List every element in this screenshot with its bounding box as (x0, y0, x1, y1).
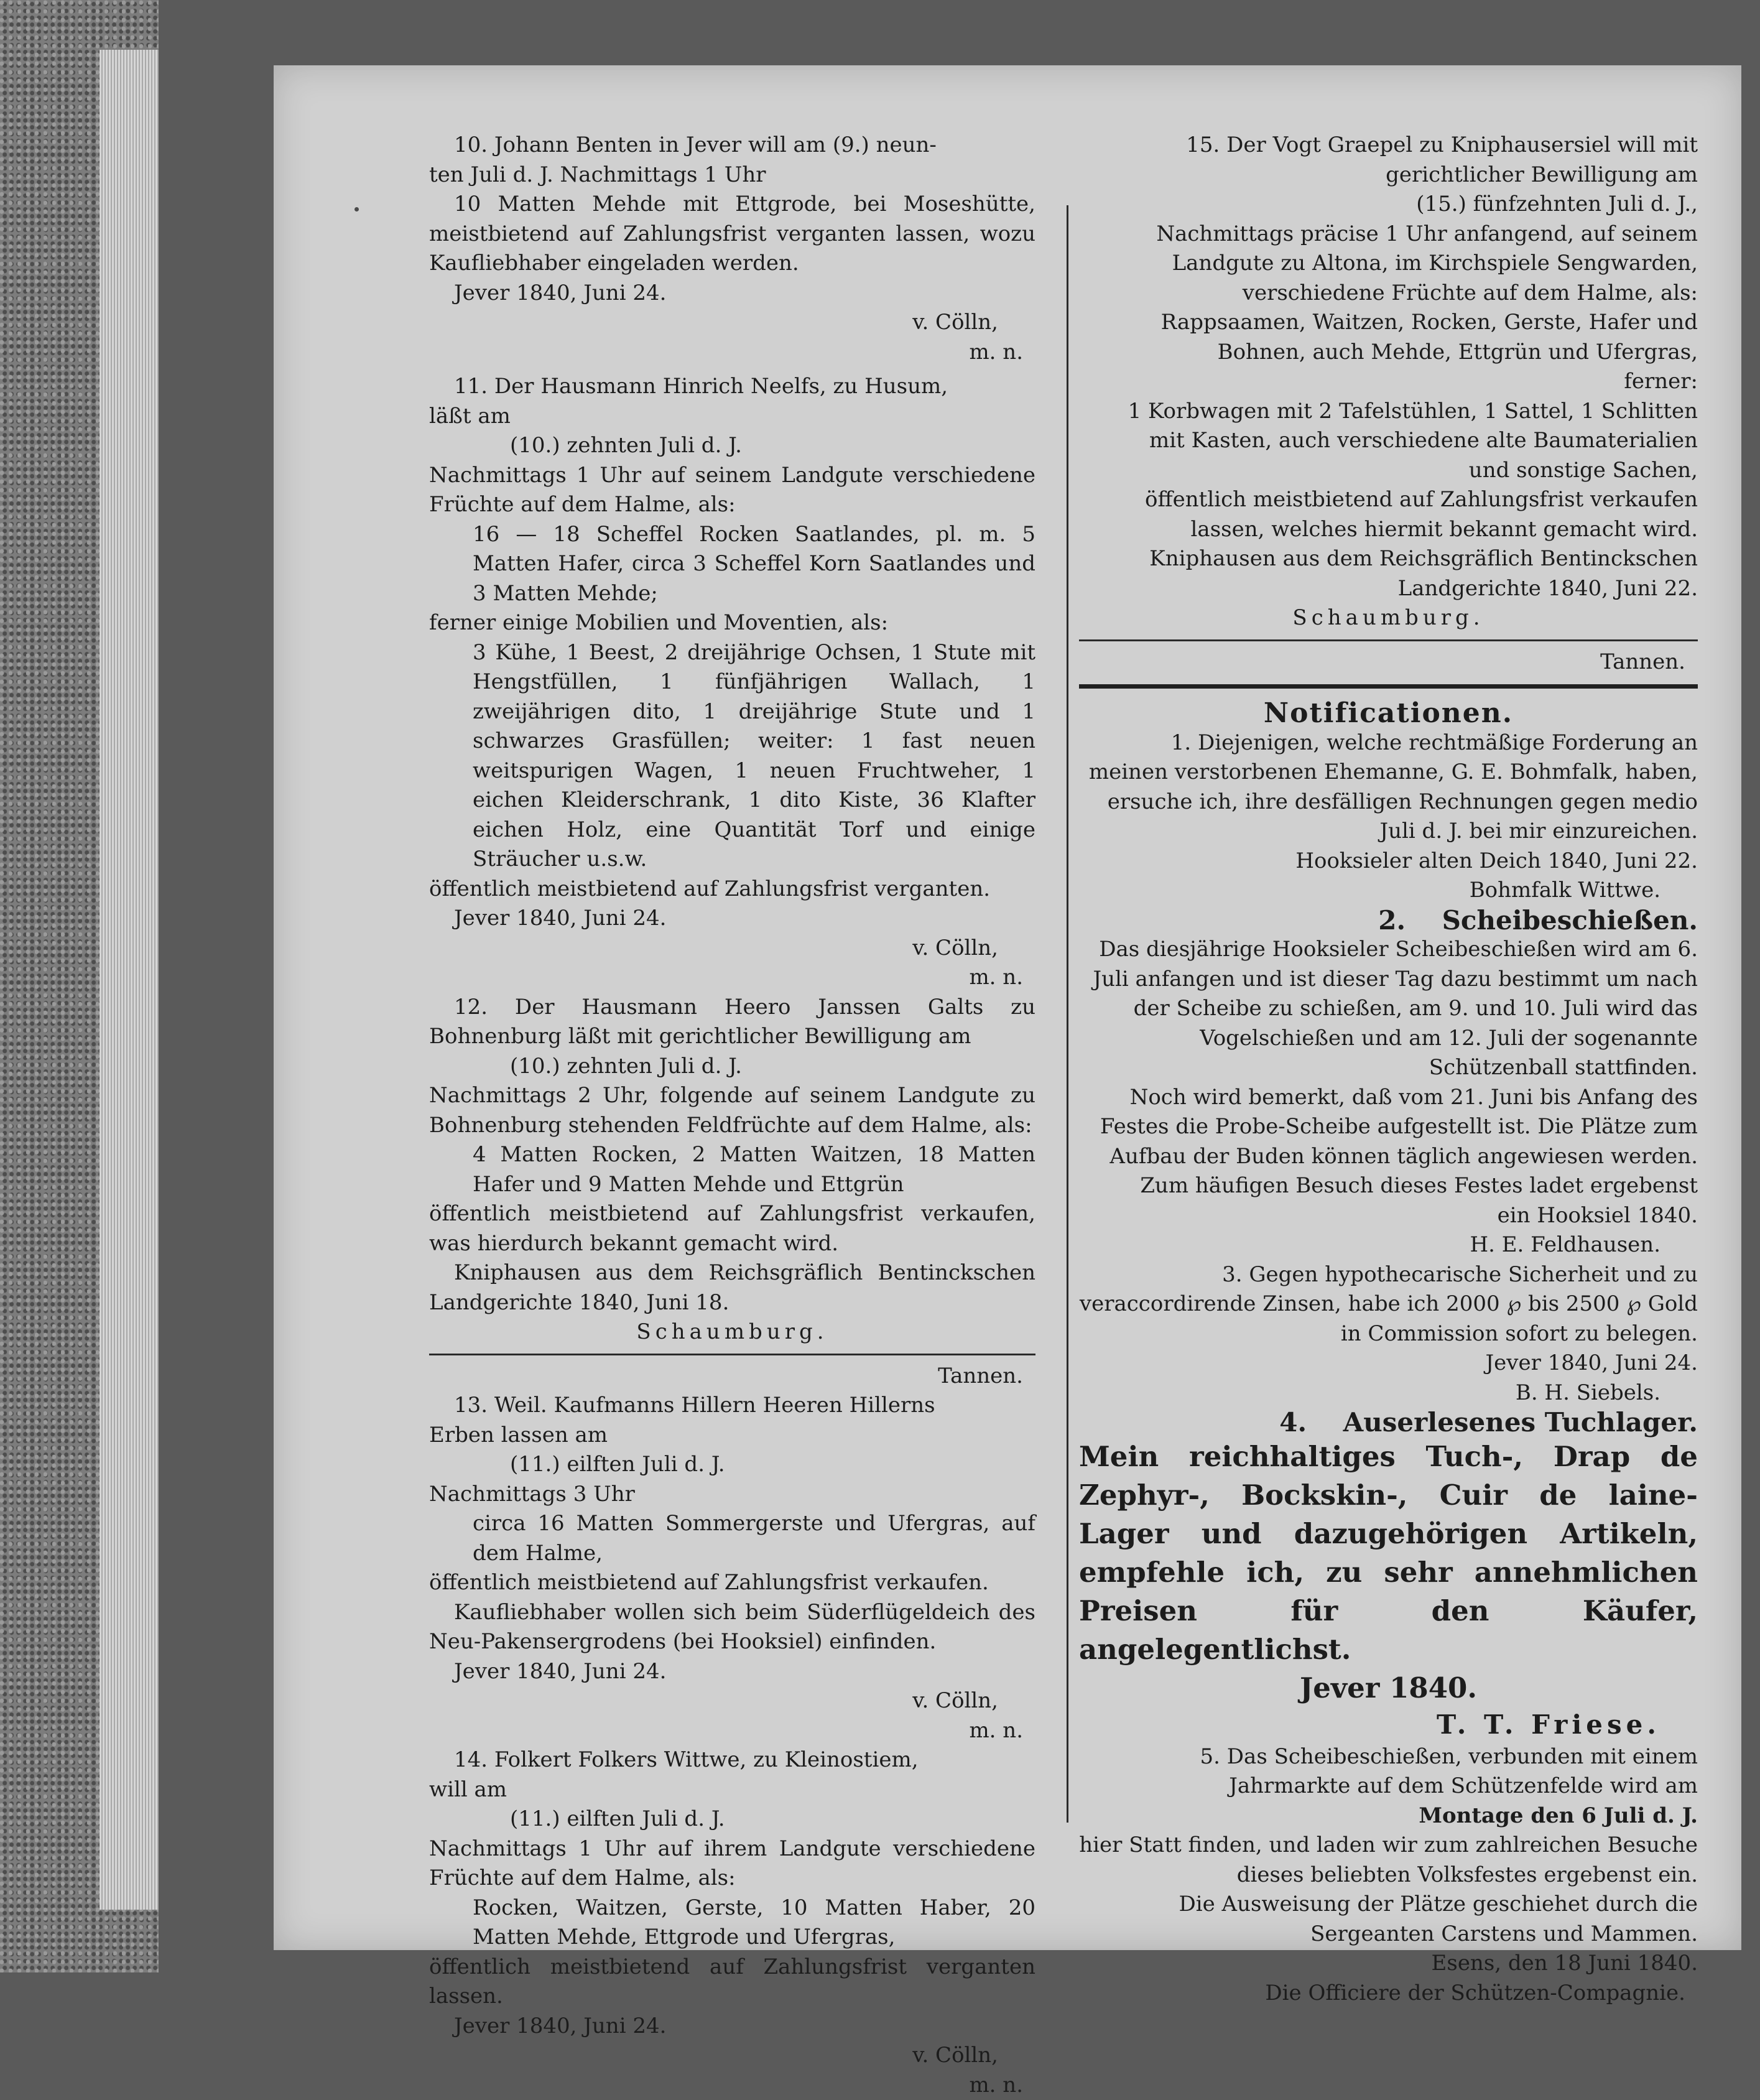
notice-11-end: öffentlich meistbietend auf Zahlungsfrist verganten. (429, 875, 1035, 904)
notice-14-signature: v. Cölln, (429, 2041, 1035, 2071)
notice-13-note: Kaufliebhaber wollen sich beim Süderflügeldeich des Neu-Pakensergrodens (bei Hooksiel) einfinden. (429, 1598, 1035, 1657)
notice-12-body2: Nachmittags 2 Uhr, folgende auf seinem Landgute zu Bohnenburg stehenden Feldfrüchte auf dem Halme, als: (429, 1081, 1035, 1140)
notice-10-body: 10 Matten Mehde mit Ettgrode, bei Moseshütte, meistbietend auf Zahlungsfrist verganten lassen, wozu Kaufliebhaber eingeladen werden. (429, 190, 1035, 279)
notice-13-mn: m. n. (429, 1716, 1035, 1746)
notification-5-note: Die Ausweisung der Plätze geschiehet durch die Sergeanten Carstens und Mammen. (1079, 1890, 1698, 1949)
notice-15-ferner: ferner: (1079, 367, 1698, 397)
notice-11-ferner: ferner einige Mobilien und Moventien, als: (429, 608, 1035, 638)
notification-5-signature: Die Officiere der Schützen-Compagnie. (1079, 1979, 1698, 2009)
notice-15-body: 15. Der Vogt Graepel zu Kniphausersiel will mit gerichtlicher Bewilligung am (1079, 131, 1698, 190)
notice-14-items: Rocken, Waitzen, Gerste, 10 Matten Haber, 20 Matten Mehde, Ettgrode und Ufergras, (429, 1893, 1035, 1953)
notification-3-signature: B. H. Siebels. (1079, 1378, 1698, 1408)
notice-13-end: öffentlich meistbietend auf Zahlungsfrist verkaufen. (429, 1568, 1035, 1598)
notification-2-note: Noch wird bemerkt, daß vom 21. Juni bis Anfang des Festes die Probe-Scheibe aufgestellt ist. Die Plätze zum Aufbau der Buden können täglich angewiesen werden. (1079, 1083, 1698, 1172)
rule (429, 1354, 1035, 1355)
notification-1-date: Hooksieler alten Deich 1840, Juni 22. (1079, 847, 1698, 876)
notice-13-date: Jever 1840, Juni 24. (429, 1657, 1035, 1687)
notice-14-body: Nachmittags 1 Uhr auf ihrem Landgute verschiedene Früchte auf dem Halme, als: (429, 1834, 1035, 1893)
margin-dot (354, 207, 359, 211)
notice-13-line1: 13. Weil. Kaufmanns Hillern Heeren Hillerns (429, 1391, 1035, 1421)
notification-1-signature: Bohmfalk Wittwe. (1079, 876, 1698, 906)
notification-5-date-line: Montage den 6 Juli d. J. (1079, 1801, 1698, 1831)
notice-11-date-line: (10.) zehnten Juli d. J. (429, 431, 1035, 461)
notice-13-line2: Erben lassen am (429, 1421, 1035, 1451)
notice-13-date-line: (11.) eilften Juli d. J. (429, 1450, 1035, 1480)
notification-5-date: Esens, den 18 Juni 1840. (1079, 1949, 1698, 1979)
notice-15-items: Rappsaamen, Waitzen, Rocken, Gerste, Hafer und Bohnen, auch Mehde, Ettgrün und Ufergras, (1079, 308, 1698, 367)
notice-11-body: Nachmittags 1 Uhr auf seinem Landgute verschiedene Früchte auf dem Halme, als: (429, 461, 1035, 520)
right-column (1079, 131, 1735, 2008)
left-column (429, 131, 1035, 2100)
notification-4-body: Mein reichhaltiges Tuch-, Drap de Zephyr-, Bockskin-, Cuir de laine-Lager und dazugehörigen Artikeln, empfehle ich, zu sehr annehmlichen Preisen für den Käufer, angelegentlichst. (1079, 1438, 1698, 1669)
column-divider (1067, 205, 1068, 1823)
notice-12-signature: Schaumburg. (429, 1317, 1035, 1347)
notice-13-time: Nachmittags 3 Uhr (429, 1480, 1035, 1510)
notice-11-items: 16 — 18 Scheffel Rocken Saatlandes, pl. m. 5 Matten Hafer, circa 3 Scheffel Korn Saatlandes und 3 Matten Mehde; (429, 520, 1035, 609)
notification-2-heading: 2. Scheibeschießen. (1079, 906, 1698, 936)
notification-2-invite: Zum häufigen Besuch dieses Festes ladet ergebenst ein Hooksiel 1840. (1079, 1171, 1698, 1230)
notice-13-signature: v. Cölln, (429, 1686, 1035, 1716)
notice-11-date: Jever 1840, Juni 24. (429, 904, 1035, 934)
notice-10-line2: ten Juli d. J. Nachmittags 1 Uhr (429, 160, 1035, 190)
notice-12-body: 12. Der Hausmann Heero Janssen Galts zu Bohnenburg läßt mit gerichtlicher Bewilligung am (429, 993, 1035, 1052)
notice-10-line1: 10. Johann Benten in Jever will am (9.) neun- (429, 131, 1035, 160)
page-edges (100, 50, 159, 1910)
notice-15-date-line: (15.) fünfzehnten Juli d. J., (1079, 190, 1698, 220)
notice-15-end: öffentlich meistbietend auf Zahlungsfrist verkaufen lassen, welches hiermit bekannt gemacht wird. (1079, 485, 1698, 544)
notice-11-line1: 11. Der Hausmann Hinrich Neelfs, zu Husum, (429, 372, 1035, 402)
notice-12-end: öffentlich meistbietend auf Zahlungsfrist verkaufen, was hierdurch bekannt gemacht wird. (429, 1199, 1035, 1258)
notice-12-place: Kniphausen aus dem Reichsgräflich Bentinckschen Landgerichte 1840, Juni 18. (429, 1258, 1035, 1317)
notice-14-mn: m. n. (429, 2071, 1035, 2100)
notification-5-body: 5. Das Scheibeschießen, verbunden mit einem Jahrmarkte auf dem Schützenfelde wird am (1079, 1742, 1698, 1801)
notice-15-place: Kniphausen aus dem Reichsgräflich Bentinckschen Landgerichte 1840, Juni 22. (1079, 544, 1698, 603)
notification-3-body: 3. Gegen hypothecarische Sicherheit und zu veraccordirende Zinsen, habe ich 2000 ℘ bis 2500 ℘ Gold in Commission sofort zu belegen. (1079, 1260, 1698, 1349)
notification-2-body: Das diesjährige Hooksieler Scheibeschießen wird am 6. Juli anfangen und ist dieser Tag dazu bestimmt um nach der Scheibe zu schießen, am 9. und 10. Juli wird das Vogelschießen und am 12. Juli der sogenannte Schützenball stattfinden. (1079, 935, 1698, 1083)
notification-4-date: Jever 1840. (1079, 1669, 1698, 1707)
notice-15-signature: Schaumburg. (1079, 603, 1698, 633)
section-rule (1079, 684, 1698, 689)
notice-14-line2: will am (429, 1775, 1035, 1805)
notice-14-date: Jever 1840, Juni 24. (429, 2012, 1035, 2042)
notice-13-items: circa 16 Matten Sommergerste und Ufergras, auf dem Halme, (429, 1509, 1035, 1568)
notice-10-mn: m. n. (429, 338, 1035, 368)
notice-14-date-line: (11.) eilften Juli d. J. (429, 1805, 1035, 1834)
notice-11-line2: läßt am (429, 402, 1035, 432)
notice-10-signature: v. Cölln, (429, 308, 1035, 338)
notice-12-date-line: (10.) zehnten Juli d. J. (429, 1052, 1035, 1082)
notice-11-items2: 3 Kühe, 1 Beest, 2 dreijährige Ochsen, 1 Stute mit Hengstfüllen, 1 fünfjährigen Wallach, 1 zweijährigen dito, 1 dreijährige Stute und 1 schwarzes Grasfüllen; weiter: 1 fast neuen weitspurigen Wagen, 1 neuen Fruchtweher, 1 eichen Kleiderschrank, 1 dito Kiste, 36 Klafter eichen Holz, eine Quantität Torf und einige Sträucher u.s.w. (429, 638, 1035, 875)
notification-5-body2: hier Statt finden, und laden wir zum zahlreichen Besuche dieses beliebten Volksfestes ergebenst ein. (1079, 1831, 1698, 1890)
notice-15-body2: Nachmittags präcise 1 Uhr anfangend, auf seinem Landgute zu Altona, im Kirchspiele Sengwarden, verschiedene Früchte auf dem Halme, als: (1079, 220, 1698, 309)
notifications-heading: Notificationen. (1079, 699, 1698, 728)
rule (1079, 639, 1698, 641)
notice-14-end: öffentlich meistbietend auf Zahlungsfrist verganten lassen. (429, 1953, 1035, 2012)
notification-4-heading: 4. Auserlesenes Tuchlager. (1079, 1408, 1698, 1438)
notice-12-signature2: Tannen. (429, 1362, 1035, 1391)
notice-12-items: 4 Matten Rocken, 2 Matten Waitzen, 18 Matten Hafer und 9 Matten Mehde und Ettgrün (429, 1140, 1035, 1199)
notice-11-signature: v. Cölln, (429, 934, 1035, 964)
notification-2-signature: H. E. Feldhausen. (1079, 1230, 1698, 1260)
notification-3-date: Jever 1840, Juni 24. (1079, 1349, 1698, 1378)
notice-15-items2: 1 Korbwagen mit 2 Tafelstühlen, 1 Sattel, 1 Schlitten mit Kasten, auch verschiedene alte Baumaterialien und sonstige Sachen, (1079, 397, 1698, 486)
notification-1-body: 1. Diejenigen, welche rechtmäßige Forderung an meinen verstorbenen Ehemanne, G. E. Bohmfalk, haben, ersuche ich, ihre desfälligen Rechnungen gegen medio Juli d. J. bei mir einzureichen. (1079, 728, 1698, 847)
notice-10-date: Jever 1840, Juni 24. (429, 279, 1035, 309)
notification-4-signature: T. T. Friese. (1079, 1707, 1698, 1742)
notice-11-mn: m. n. (429, 963, 1035, 993)
notice-15-signature2: Tannen. (1079, 648, 1698, 677)
notice-14-line1: 14. Folkert Folkers Wittwe, zu Kleinostiem, (429, 1745, 1035, 1775)
